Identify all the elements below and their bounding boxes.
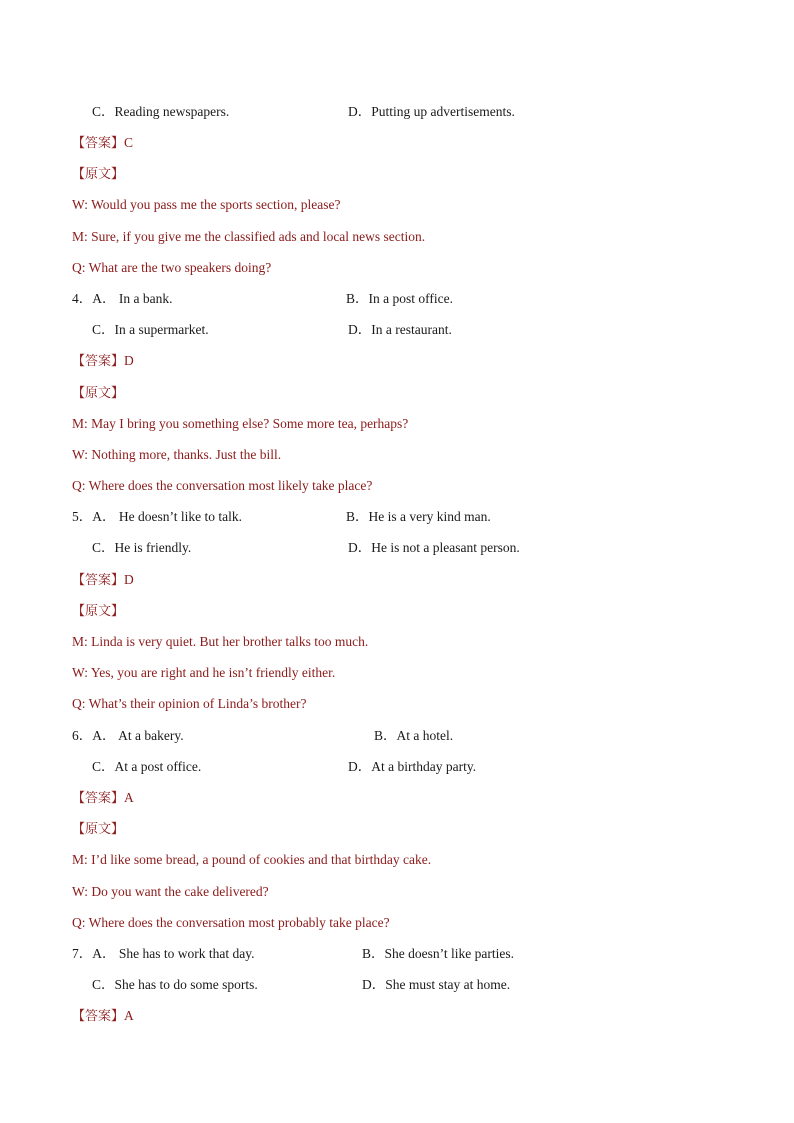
transcript-line: M: May I bring you something else? Some more tea, perhaps? bbox=[72, 416, 409, 431]
question-7-option-a: 7．A． She has to work that day. bbox=[72, 946, 255, 961]
answer-label: 【答案】 bbox=[72, 791, 125, 806]
option-b: B．He is a very kind man. bbox=[346, 509, 491, 524]
transcript-line: W: Do you want the cake delivered? bbox=[72, 884, 269, 899]
question-6-option-a: 6．A． At a bakery. bbox=[72, 728, 184, 743]
question-4-option-a: 4．A． In a bank. bbox=[72, 291, 173, 306]
option-d: D．At a birthday party. bbox=[348, 759, 477, 774]
answer-value: A bbox=[124, 790, 134, 805]
transcript-line: W: Yes, you are right and he isn’t friendly either. bbox=[72, 665, 336, 680]
option-b: B．At a hotel. bbox=[374, 728, 454, 743]
option-b: B．She doesn’t like parties. bbox=[362, 946, 514, 961]
option-c: C．In a supermarket. bbox=[92, 322, 209, 337]
answer-value: C bbox=[124, 135, 134, 150]
answer-label: 【答案】 bbox=[72, 136, 125, 151]
option-d: D．He is not a pleasant person. bbox=[348, 540, 520, 555]
transcript-line: M: Sure, if you give me the classified ads and local news section. bbox=[72, 229, 426, 244]
transcript-line: Q: Where does the conversation most likely take place? bbox=[72, 478, 373, 493]
source-label: 【原文】 bbox=[72, 604, 125, 619]
answer-label: 【答案】 bbox=[72, 354, 125, 369]
answer-line bbox=[72, 572, 134, 589]
transcript-line: W: Would you pass me the sports section, please? bbox=[72, 197, 341, 212]
answer-line bbox=[72, 1008, 134, 1025]
source-label: 【原文】 bbox=[72, 167, 125, 182]
answer-line bbox=[72, 790, 134, 807]
transcript-line: M: I’d like some bread, a pound of cookies and that birthday cake. bbox=[72, 852, 432, 867]
transcript-line: M: Linda is very quiet. But her brother talks too much. bbox=[72, 634, 369, 649]
option-c: C．Reading newspapers. bbox=[92, 104, 230, 119]
transcript-line: Q: What’s their opinion of Linda’s brother? bbox=[72, 696, 307, 711]
option-c: C．He is friendly. bbox=[92, 540, 192, 555]
option-d: D．In a restaurant. bbox=[348, 322, 452, 337]
answer-label: 【答案】 bbox=[72, 1009, 125, 1024]
source-label: 【原文】 bbox=[72, 822, 125, 837]
question-5-option-a: 5．A． He doesn’t like to talk. bbox=[72, 509, 242, 524]
transcript-line: Q: Where does the conversation most probably take place? bbox=[72, 915, 390, 930]
answer-line bbox=[72, 353, 134, 370]
answer-label: 【答案】 bbox=[72, 573, 125, 588]
answer-value: D bbox=[124, 572, 134, 587]
transcript-line: W: Nothing more, thanks. Just the bill. bbox=[72, 447, 282, 462]
option-c: C．At a post office. bbox=[92, 759, 202, 774]
answer-line bbox=[72, 135, 133, 152]
transcript-line: Q: What are the two speakers doing? bbox=[72, 260, 272, 275]
option-d: D．Putting up advertisements. bbox=[348, 104, 515, 119]
option-b: B．In a post office. bbox=[346, 291, 453, 306]
option-d: D．She must stay at home. bbox=[362, 977, 511, 992]
source-label: 【原文】 bbox=[72, 386, 125, 401]
option-c: C．She has to do some sports. bbox=[92, 977, 258, 992]
answer-value: A bbox=[124, 1008, 134, 1023]
answer-value: D bbox=[124, 353, 134, 368]
